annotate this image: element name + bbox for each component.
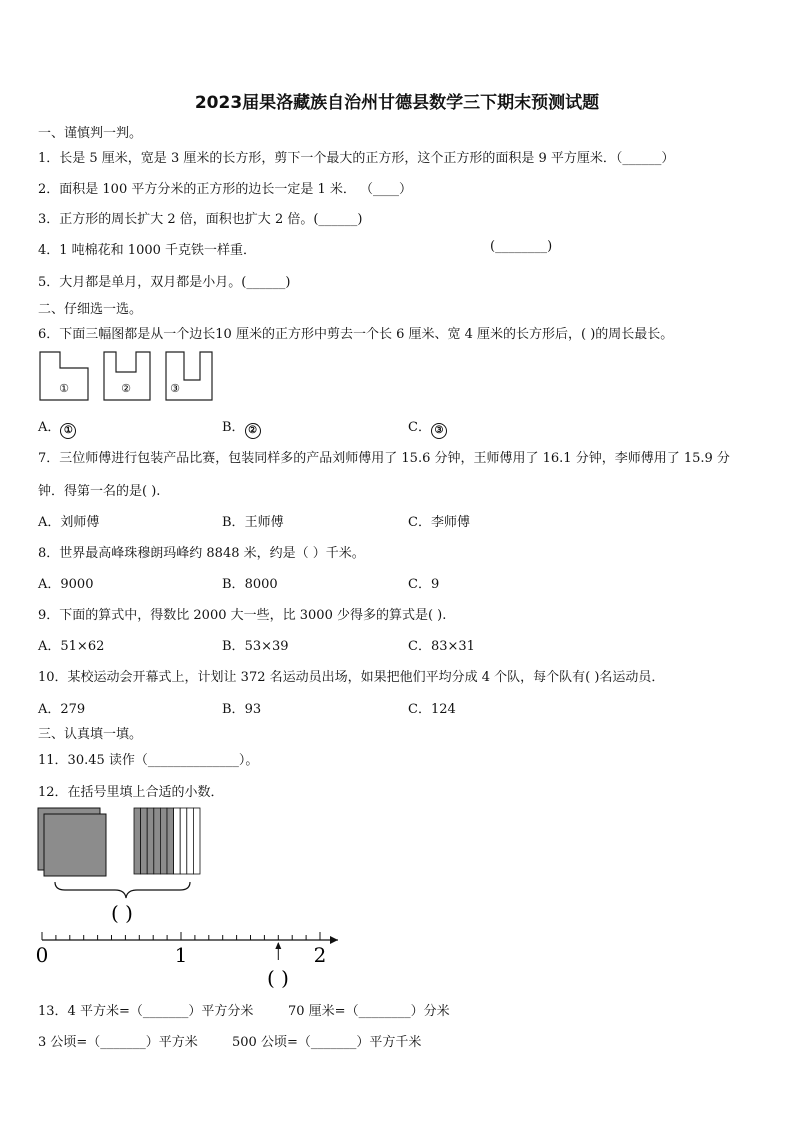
number-line-arrowhead [330,936,338,944]
q9-option-b[interactable] [222,635,289,654]
option-value: 51×62 [60,639,105,654]
page-title: 2023届果洛藏族自治州甘德县数学三下期末预测试题 [194,93,600,113]
tick-label: 1 [174,943,188,967]
full-square-front [44,814,106,876]
option-letter: A． [38,577,61,592]
curly-brace [55,882,190,898]
figure-3-label: ③ [170,382,180,395]
q8-option-a[interactable] [38,573,93,592]
q6-option-b[interactable] [222,416,261,439]
circled-three: ③ [431,423,447,439]
paren-bottom: ( ) [267,966,289,990]
option-letter: C． [408,515,431,530]
tick-label: 2 [313,943,327,967]
q9-option-c[interactable] [408,635,475,654]
question-4: 4．1 吨棉花和 1000 千克铁一样重． [38,243,257,258]
question-13-d: 500 公顷=（_______）平方千米 [232,1035,422,1050]
q12-figure [30,800,360,1000]
option-letter: B． [222,639,245,654]
figure-1-label: ① [59,382,69,395]
q9-option-a[interactable] [38,635,104,654]
question-2: 2．面积是 100 平方分米的正方形的边长一定是 1 米． （____） [38,182,413,197]
question-8: 8．世界最高峰珠穆朗玛峰约 8848 米，约是（ ）千米。 [38,546,365,561]
partial-square [134,808,200,874]
partial-square-column [141,808,148,874]
question-9: 9．下面的算式中，得数比 2000 大一些，比 3000 少得多的算式是( ). [38,608,447,623]
partial-square-column [187,808,194,874]
option-letter: C． [408,577,431,592]
figure-2-label: ② [121,382,131,395]
question-7-line-2: 钟．得第一名的是( ). [38,484,161,499]
question-7-line-1: 7．三位师傅进行包装产品比赛，包装同样多的产品刘师傅用了 15.6 分钟，王师傅用了 16.1 分钟，李师傅用了 15.9 分 [38,451,730,466]
question-13-a: 13．4 平方米=（_______）平方分米 [38,1004,254,1019]
q8-option-c[interactable] [408,573,439,592]
partial-square-column [167,808,174,874]
question-4-blank: (________) [490,239,553,254]
option-letter: A． [38,702,61,717]
q8-option-b[interactable] [222,573,278,592]
circled-two: ② [245,423,261,439]
option-value: 124 [430,702,456,717]
partial-square-column [160,808,167,874]
q10-option-a[interactable] [38,698,85,717]
value-arrowhead [275,942,281,949]
question-10: 10．某校运动会开幕式上，计划让 372 名运动员出场，如果把他们平均分成 4 个队，每个队有( )名运动员． [38,670,665,685]
option-letter: B． [222,420,245,435]
partial-square-column [147,808,154,874]
option-value: 王师傅 [244,515,284,530]
q7-option-a[interactable] [38,511,99,530]
paren-top: ( ) [111,901,133,925]
option-value: 9 [430,577,440,592]
q10-option-b[interactable] [222,698,261,717]
section-heading-choose: 二、仔细选一选。 [38,302,143,317]
option-value: 8000 [244,577,278,592]
question-5: 5．大月都是单月，双月都是小月。(______) [38,275,291,290]
option-letter: B． [222,577,245,592]
q7-option-c[interactable] [408,511,470,530]
question-12: 12．在括号里填上合适的小数． [38,785,224,800]
option-value: 李师傅 [430,515,470,530]
option-letter: B． [222,702,245,717]
option-value: 9000 [60,577,94,592]
question-11: 11．30.45 读作（______________）。 [38,753,259,768]
question-1: 1．长是 5 厘米，宽是 3 厘米的长方形，剪下一个最大的正方形，这个正方形的面积是 9 平方厘米．（______） [38,151,675,166]
circled-one: ① [60,423,76,439]
option-letter: A． [38,515,61,530]
q6-option-c[interactable] [408,416,447,439]
q6-option-a[interactable] [38,416,76,439]
partial-square-column [193,808,200,874]
option-letter: C． [408,639,431,654]
section-heading-judge: 一、谨慎判一判。 [38,126,143,141]
option-letter: C． [408,702,431,717]
tick-label: 0 [35,943,49,967]
option-value: 279 [60,702,86,717]
question-13-c: 3 公顷=（_______）平方米 [38,1035,198,1050]
option-letter: B． [222,515,245,530]
option-letter: A． [38,639,61,654]
number-line [36,932,338,967]
question-6: 6．下面三幅图都是从一个边长10 厘米的正方形中剪去一个长 6 厘米、宽 4 厘米的长方形后，( )的周长最长。 [38,327,674,342]
option-value: 刘师傅 [60,515,100,530]
partial-square-column [154,808,161,874]
q7-option-b[interactable] [222,511,284,530]
partial-square-column [134,808,141,874]
option-letter: A． [38,420,61,435]
question-13-b: 70 厘米=（________）分米 [288,1004,450,1019]
partial-square-column [174,808,181,874]
option-value: 93 [244,702,262,717]
question-3: 3．正方形的周长扩大 2 倍，面积也扩大 2 倍。(______) [38,212,363,227]
option-value: 83×31 [430,639,475,654]
q10-option-c[interactable] [408,698,456,717]
q6-figures [38,350,218,404]
section-heading-fill: 三、认真填一填。 [38,727,143,742]
option-letter: C． [408,420,431,435]
option-value: 53×39 [244,639,289,654]
partial-square-column [180,808,187,874]
